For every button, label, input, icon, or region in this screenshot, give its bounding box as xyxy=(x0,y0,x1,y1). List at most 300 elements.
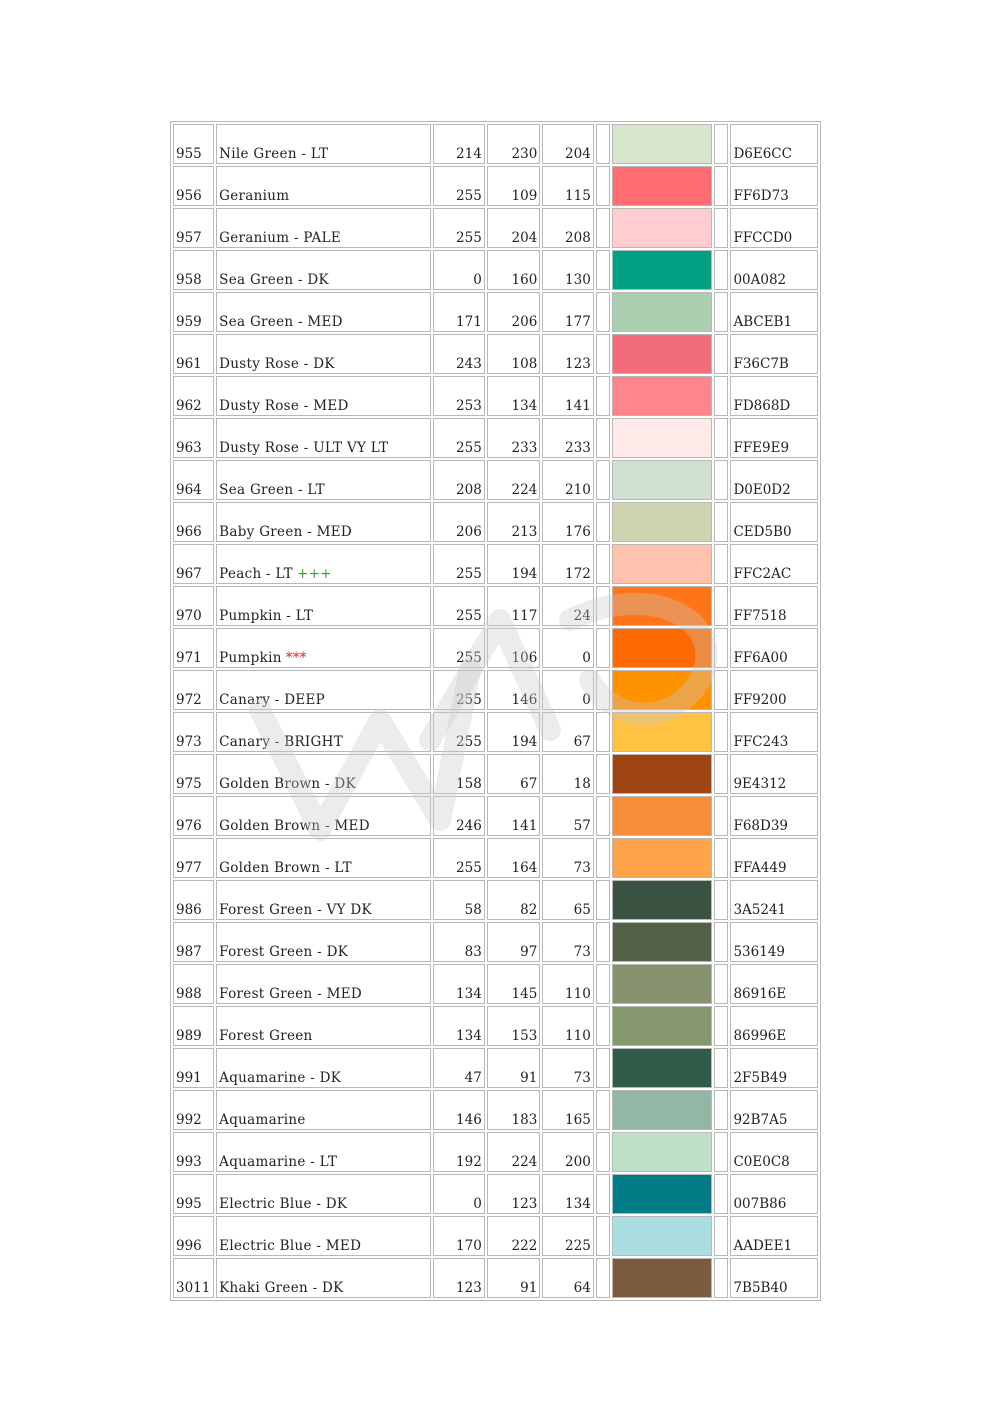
green-value-cell: 123 xyxy=(487,1174,541,1214)
star-mark: *** xyxy=(285,650,307,666)
color-swatch xyxy=(612,1006,712,1046)
blue-value-cell: 24 xyxy=(542,586,593,626)
hex-value-cell: FFA449 xyxy=(730,838,818,878)
color-code-cell: 976 xyxy=(173,796,214,836)
color-code-cell: 961 xyxy=(173,334,214,374)
table-row xyxy=(173,1174,818,1214)
hex-value-cell: D6E6CC xyxy=(730,124,818,164)
table-row xyxy=(173,922,818,962)
color-code-cell: 966 xyxy=(173,502,214,542)
blue-value-cell: 172 xyxy=(542,544,593,584)
color-name: Golden Brown - DK xyxy=(219,776,356,792)
red-value-cell: 123 xyxy=(433,1258,484,1298)
spacer-cell xyxy=(714,418,728,458)
color-name-cell xyxy=(216,1006,431,1046)
blue-value-cell: 233 xyxy=(542,418,593,458)
blue-value-cell: 225 xyxy=(542,1216,593,1256)
blue-value-cell: 130 xyxy=(542,250,593,290)
blue-value-cell: 73 xyxy=(542,838,593,878)
spacer-cell xyxy=(714,124,728,164)
color-code-cell: 992 xyxy=(173,1090,214,1130)
color-code-cell: 956 xyxy=(173,166,214,206)
hex-value-cell: 9E4312 xyxy=(730,754,818,794)
color-name-cell xyxy=(216,712,431,752)
table-row xyxy=(173,250,818,290)
table-row xyxy=(173,1258,818,1298)
color-name: Forest Green xyxy=(219,1028,313,1044)
color-code-cell: 991 xyxy=(173,1048,214,1088)
green-value-cell: 97 xyxy=(487,922,541,962)
red-value-cell: 255 xyxy=(433,418,484,458)
green-value-cell: 224 xyxy=(487,1132,541,1172)
color-swatch xyxy=(612,670,712,710)
spacer-cell xyxy=(714,376,728,416)
spacer-cell xyxy=(714,166,728,206)
green-value-cell: 183 xyxy=(487,1090,541,1130)
color-name-cell xyxy=(216,628,431,668)
red-value-cell: 158 xyxy=(433,754,484,794)
red-value-cell: 134 xyxy=(433,964,484,1004)
color-name-cell xyxy=(216,334,431,374)
spacer-cell xyxy=(596,796,610,836)
spacer-cell xyxy=(596,1090,610,1130)
color-name-cell xyxy=(216,796,431,836)
spacer-cell xyxy=(714,754,728,794)
spacer-cell xyxy=(714,964,728,1004)
spacer-cell xyxy=(714,502,728,542)
spacer-cell xyxy=(596,1048,610,1088)
color-code-cell: 986 xyxy=(173,880,214,920)
red-value-cell: 255 xyxy=(433,544,484,584)
spacer-cell xyxy=(714,1216,728,1256)
blue-value-cell: 64 xyxy=(542,1258,593,1298)
spacer-cell xyxy=(714,250,728,290)
red-value-cell: 0 xyxy=(433,1174,484,1214)
red-value-cell: 134 xyxy=(433,1006,484,1046)
hex-value-cell: FFE9E9 xyxy=(730,418,818,458)
table-row xyxy=(173,1090,818,1130)
green-value-cell: 222 xyxy=(487,1216,541,1256)
color-name: Aquamarine - LT xyxy=(219,1154,338,1170)
hex-value-cell: FFC2AC xyxy=(730,544,818,584)
spacer-cell xyxy=(596,964,610,1004)
red-value-cell: 243 xyxy=(433,334,484,374)
color-name: Aquamarine xyxy=(219,1112,306,1128)
blue-value-cell: 110 xyxy=(542,1006,593,1046)
color-name-cell xyxy=(216,376,431,416)
table-row xyxy=(173,964,818,1004)
table-row xyxy=(173,628,818,668)
table-row xyxy=(173,1006,818,1046)
red-value-cell: 255 xyxy=(433,166,484,206)
green-value-cell: 213 xyxy=(487,502,541,542)
color-code-cell: 3011 xyxy=(173,1258,214,1298)
hex-value-cell: CED5B0 xyxy=(730,502,818,542)
hex-value-cell: C0E0C8 xyxy=(730,1132,818,1172)
color-swatch xyxy=(612,544,712,584)
table-row xyxy=(173,460,818,500)
color-name-cell xyxy=(216,1216,431,1256)
color-code-cell: 959 xyxy=(173,292,214,332)
spacer-cell xyxy=(596,418,610,458)
hex-value-cell: 2F5B49 xyxy=(730,1048,818,1088)
color-name: Electric Blue - DK xyxy=(219,1196,348,1212)
color-name-cell xyxy=(216,544,431,584)
color-swatch xyxy=(612,208,712,248)
color-code-cell: 955 xyxy=(173,124,214,164)
red-value-cell: 255 xyxy=(433,628,484,668)
blue-value-cell: 123 xyxy=(542,334,593,374)
color-name: Baby Green - MED xyxy=(219,524,353,540)
color-swatch xyxy=(612,1258,712,1298)
table-row xyxy=(173,1048,818,1088)
color-swatch xyxy=(612,838,712,878)
table-row xyxy=(173,544,818,584)
green-value-cell: 230 xyxy=(487,124,541,164)
plus-mark: +++ xyxy=(296,566,332,582)
table-row xyxy=(173,796,818,836)
color-code-cell: 964 xyxy=(173,460,214,500)
hex-value-cell: FF9200 xyxy=(730,670,818,710)
green-value-cell: 91 xyxy=(487,1048,541,1088)
color-name-cell xyxy=(216,964,431,1004)
hex-value-cell: FF7518 xyxy=(730,586,818,626)
green-value-cell: 206 xyxy=(487,292,541,332)
hex-value-cell: FD868D xyxy=(730,376,818,416)
color-code-cell: 987 xyxy=(173,922,214,962)
red-value-cell: 214 xyxy=(433,124,484,164)
spacer-cell xyxy=(596,712,610,752)
color-code-cell: 962 xyxy=(173,376,214,416)
color-code-cell: 977 xyxy=(173,838,214,878)
hex-value-cell: AADEE1 xyxy=(730,1216,818,1256)
blue-value-cell: 165 xyxy=(542,1090,593,1130)
spacer-cell xyxy=(714,544,728,584)
blue-value-cell: 65 xyxy=(542,880,593,920)
red-value-cell: 255 xyxy=(433,712,484,752)
green-value-cell: 164 xyxy=(487,838,541,878)
blue-value-cell: 73 xyxy=(542,922,593,962)
spacer-cell xyxy=(596,460,610,500)
spacer-cell xyxy=(596,166,610,206)
green-value-cell: 224 xyxy=(487,460,541,500)
spacer-cell xyxy=(596,1174,610,1214)
green-value-cell: 146 xyxy=(487,670,541,710)
table-row xyxy=(173,334,818,374)
spacer-cell xyxy=(596,1006,610,1046)
spacer-cell xyxy=(714,1006,728,1046)
table-row xyxy=(173,418,818,458)
table-row xyxy=(173,208,818,248)
blue-value-cell: 57 xyxy=(542,796,593,836)
table-row xyxy=(173,880,818,920)
spacer-cell xyxy=(714,838,728,878)
color-swatch xyxy=(612,124,712,164)
red-value-cell: 255 xyxy=(433,670,484,710)
color-name: Sea Green - MED xyxy=(219,314,343,330)
color-swatch xyxy=(612,712,712,752)
green-value-cell: 160 xyxy=(487,250,541,290)
color-code-cell: 970 xyxy=(173,586,214,626)
table-row xyxy=(173,586,818,626)
color-code-cell: 996 xyxy=(173,1216,214,1256)
color-swatch xyxy=(612,1090,712,1130)
table-row xyxy=(173,166,818,206)
spacer-cell xyxy=(714,208,728,248)
red-value-cell: 208 xyxy=(433,460,484,500)
green-value-cell: 82 xyxy=(487,880,541,920)
color-name-cell xyxy=(216,922,431,962)
table-row xyxy=(173,124,818,164)
green-value-cell: 194 xyxy=(487,712,541,752)
color-name: Golden Brown - MED xyxy=(219,818,370,834)
color-swatch xyxy=(612,754,712,794)
color-code-cell: 989 xyxy=(173,1006,214,1046)
color-swatch xyxy=(612,1048,712,1088)
table-row xyxy=(173,502,818,542)
blue-value-cell: 141 xyxy=(542,376,593,416)
table-row xyxy=(173,1132,818,1172)
color-name: Canary - DEEP xyxy=(219,692,326,708)
blue-value-cell: 0 xyxy=(542,628,593,668)
blue-value-cell: 176 xyxy=(542,502,593,542)
color-name-cell xyxy=(216,208,431,248)
blue-value-cell: 18 xyxy=(542,754,593,794)
color-swatch xyxy=(612,880,712,920)
color-code-cell: 972 xyxy=(173,670,214,710)
color-swatch xyxy=(612,418,712,458)
color-name-cell xyxy=(216,292,431,332)
table-row xyxy=(173,838,818,878)
red-value-cell: 206 xyxy=(433,502,484,542)
color-name: Forest Green - DK xyxy=(219,944,349,960)
blue-value-cell: 73 xyxy=(542,1048,593,1088)
hex-value-cell: FFC243 xyxy=(730,712,818,752)
color-name: Sea Green - DK xyxy=(219,272,329,288)
color-name-cell xyxy=(216,1048,431,1088)
spacer-cell xyxy=(714,628,728,668)
red-value-cell: 255 xyxy=(433,838,484,878)
table-row xyxy=(173,712,818,752)
red-value-cell: 171 xyxy=(433,292,484,332)
spacer-cell xyxy=(596,1132,610,1172)
hex-value-cell: FF6D73 xyxy=(730,166,818,206)
color-swatch xyxy=(612,1132,712,1172)
color-name-cell xyxy=(216,166,431,206)
red-value-cell: 246 xyxy=(433,796,484,836)
color-code-cell: 958 xyxy=(173,250,214,290)
spacer-cell xyxy=(596,880,610,920)
red-value-cell: 255 xyxy=(433,208,484,248)
color-table-body xyxy=(173,124,818,1298)
hex-value-cell: FFCCD0 xyxy=(730,208,818,248)
hex-value-cell: 86996E xyxy=(730,1006,818,1046)
red-value-cell: 170 xyxy=(433,1216,484,1256)
blue-value-cell: 177 xyxy=(542,292,593,332)
hex-value-cell: D0E0D2 xyxy=(730,460,818,500)
hex-value-cell: F36C7B xyxy=(730,334,818,374)
spacer-cell xyxy=(596,628,610,668)
spacer-cell xyxy=(596,586,610,626)
spacer-cell xyxy=(596,544,610,584)
spacer-cell xyxy=(714,922,728,962)
spacer-cell xyxy=(596,754,610,794)
table-row xyxy=(173,376,818,416)
color-name: Dusty Rose - DK xyxy=(219,356,335,372)
color-code-cell: 971 xyxy=(173,628,214,668)
color-name-cell xyxy=(216,1132,431,1172)
red-value-cell: 58 xyxy=(433,880,484,920)
color-swatch xyxy=(612,376,712,416)
hex-value-cell: 86916E xyxy=(730,964,818,1004)
color-name-cell xyxy=(216,460,431,500)
color-code-cell: 993 xyxy=(173,1132,214,1172)
color-name: Pumpkin xyxy=(219,650,282,666)
color-name: Dusty Rose - ULT VY LT xyxy=(219,440,389,456)
color-name: Golden Brown - LT xyxy=(219,860,352,876)
color-code-cell: 957 xyxy=(173,208,214,248)
color-name: Electric Blue - MED xyxy=(219,1238,362,1254)
red-value-cell: 0 xyxy=(433,250,484,290)
spacer-cell xyxy=(596,670,610,710)
color-name: Pumpkin - LT xyxy=(219,608,314,624)
color-name: Geranium xyxy=(219,188,290,204)
red-value-cell: 253 xyxy=(433,376,484,416)
green-value-cell: 233 xyxy=(487,418,541,458)
blue-value-cell: 110 xyxy=(542,964,593,1004)
color-swatch xyxy=(612,796,712,836)
green-value-cell: 145 xyxy=(487,964,541,1004)
spacer-cell xyxy=(714,1174,728,1214)
spacer-cell xyxy=(714,334,728,374)
color-name-cell xyxy=(216,1174,431,1214)
color-name: Geranium - PALE xyxy=(219,230,342,246)
green-value-cell: 153 xyxy=(487,1006,541,1046)
color-name-cell xyxy=(216,838,431,878)
table-row xyxy=(173,292,818,332)
spacer-cell xyxy=(714,712,728,752)
red-value-cell: 146 xyxy=(433,1090,484,1130)
color-name-cell xyxy=(216,250,431,290)
spacer-cell xyxy=(596,922,610,962)
spacer-cell xyxy=(596,124,610,164)
hex-value-cell: ABCEB1 xyxy=(730,292,818,332)
color-table xyxy=(170,121,821,1301)
spacer-cell xyxy=(714,1048,728,1088)
red-value-cell: 255 xyxy=(433,586,484,626)
spacer-cell xyxy=(596,1258,610,1298)
spacer-cell xyxy=(596,1216,610,1256)
green-value-cell: 91 xyxy=(487,1258,541,1298)
hex-value-cell: 007B86 xyxy=(730,1174,818,1214)
color-name-cell xyxy=(216,124,431,164)
color-swatch xyxy=(612,460,712,500)
color-swatch xyxy=(612,334,712,374)
spacer-cell xyxy=(596,250,610,290)
color-code-cell: 963 xyxy=(173,418,214,458)
color-swatch xyxy=(612,292,712,332)
blue-value-cell: 0 xyxy=(542,670,593,710)
spacer-cell xyxy=(714,586,728,626)
color-swatch xyxy=(612,922,712,962)
color-name: Sea Green - LT xyxy=(219,482,325,498)
color-swatch xyxy=(612,1174,712,1214)
spacer-cell xyxy=(714,880,728,920)
blue-value-cell: 200 xyxy=(542,1132,593,1172)
color-name-cell xyxy=(216,586,431,626)
hex-value-cell: 3A5241 xyxy=(730,880,818,920)
green-value-cell: 204 xyxy=(487,208,541,248)
color-name: Khaki Green - DK xyxy=(219,1280,344,1296)
color-swatch xyxy=(612,628,712,668)
spacer-cell xyxy=(714,670,728,710)
blue-value-cell: 115 xyxy=(542,166,593,206)
blue-value-cell: 204 xyxy=(542,124,593,164)
color-name: Nile Green - LT xyxy=(219,146,329,162)
green-value-cell: 109 xyxy=(487,166,541,206)
blue-value-cell: 210 xyxy=(542,460,593,500)
spacer-cell xyxy=(596,502,610,542)
color-name-cell xyxy=(216,1090,431,1130)
hex-value-cell: 7B5B40 xyxy=(730,1258,818,1298)
table-row xyxy=(173,670,818,710)
spacer-cell xyxy=(596,838,610,878)
hex-value-cell: F68D39 xyxy=(730,796,818,836)
color-swatch xyxy=(612,502,712,542)
color-name: Canary - BRIGHT xyxy=(219,734,343,750)
color-swatch xyxy=(612,1216,712,1256)
color-code-cell: 988 xyxy=(173,964,214,1004)
color-name-cell xyxy=(216,418,431,458)
hex-value-cell: 00A082 xyxy=(730,250,818,290)
color-name: Forest Green - VY DK xyxy=(219,902,372,918)
color-swatch xyxy=(612,250,712,290)
color-name: Dusty Rose - MED xyxy=(219,398,349,414)
color-name-cell xyxy=(216,502,431,542)
hex-value-cell: FF6A00 xyxy=(730,628,818,668)
spacer-cell xyxy=(596,292,610,332)
blue-value-cell: 67 xyxy=(542,712,593,752)
color-name-cell xyxy=(216,1258,431,1298)
hex-value-cell: 536149 xyxy=(730,922,818,962)
red-value-cell: 47 xyxy=(433,1048,484,1088)
blue-value-cell: 208 xyxy=(542,208,593,248)
table-row xyxy=(173,1216,818,1256)
color-code-cell: 973 xyxy=(173,712,214,752)
green-value-cell: 67 xyxy=(487,754,541,794)
color-name-cell xyxy=(216,670,431,710)
spacer-cell xyxy=(714,1090,728,1130)
hex-value-cell: 92B7A5 xyxy=(730,1090,818,1130)
spacer-cell xyxy=(714,292,728,332)
green-value-cell: 106 xyxy=(487,628,541,668)
color-name: Forest Green - MED xyxy=(219,986,362,1002)
spacer-cell xyxy=(596,208,610,248)
spacer-cell xyxy=(714,1132,728,1172)
green-value-cell: 108 xyxy=(487,334,541,374)
color-name-cell xyxy=(216,880,431,920)
color-name: Peach - LT xyxy=(219,566,293,582)
color-code-cell: 995 xyxy=(173,1174,214,1214)
red-value-cell: 83 xyxy=(433,922,484,962)
spacer-cell xyxy=(596,376,610,416)
spacer-cell xyxy=(714,1258,728,1298)
color-code-cell: 975 xyxy=(173,754,214,794)
color-name-cell xyxy=(216,754,431,794)
green-value-cell: 141 xyxy=(487,796,541,836)
spacer-cell xyxy=(714,460,728,500)
spacer-cell xyxy=(596,334,610,374)
